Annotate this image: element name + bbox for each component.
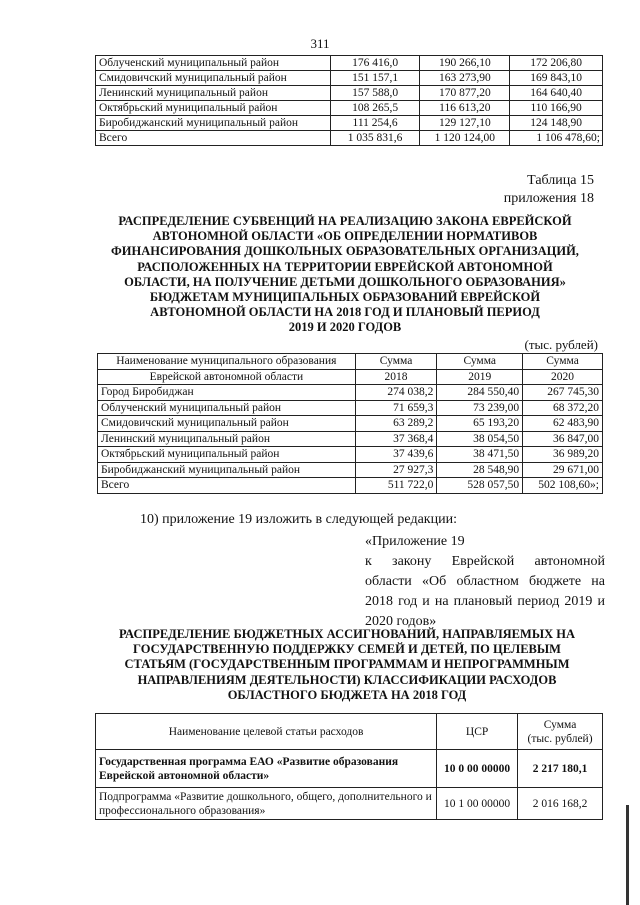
scan-edge-mark bbox=[626, 805, 629, 905]
title-line: ФИНАНСИРОВАНИЯ ДОШКОЛЬНЫХ ОБРАЗОВАТЕЛЬНЫХ ОРГАНИЗАЦИЙ, bbox=[111, 244, 579, 259]
cell-value: 1 035 831,6 bbox=[330, 131, 420, 146]
table-row bbox=[96, 750, 603, 788]
cell-name: Ленинский муниципальный район bbox=[96, 86, 331, 101]
table-row-total bbox=[96, 131, 603, 146]
cell-value: 73 239,00 bbox=[437, 400, 523, 416]
cell-value: 36 989,20 bbox=[523, 447, 603, 463]
paragraph-10: 10) приложение 19 изложить в следующей редакции: bbox=[140, 512, 457, 527]
table-row bbox=[98, 400, 603, 416]
cell-value: 63 289,2 bbox=[355, 416, 437, 432]
title-line: РАСПОЛОЖЕННЫХ НА ТЕРРИТОРИИ ЕВРЕЙСКОЙ АВТОНОМНОЙ bbox=[137, 259, 553, 274]
table-row-total bbox=[98, 478, 603, 494]
table-row bbox=[98, 447, 603, 463]
cell-name: Октябрьский муниципальный район bbox=[96, 101, 331, 116]
section-title-19 bbox=[92, 627, 602, 703]
cell-value: 29 671,00 bbox=[523, 462, 603, 478]
table-row bbox=[96, 71, 603, 86]
table-row bbox=[98, 431, 603, 447]
cell-value: 28 548,90 bbox=[437, 462, 523, 478]
cell-value: 1 106 478,60; bbox=[510, 131, 603, 146]
table-allocations bbox=[95, 713, 603, 820]
cell-value: 116 613,20 bbox=[420, 101, 510, 116]
title-line: ОБЛАСТНОГО БЮДЖЕТА НА 2018 ГОД bbox=[227, 687, 467, 702]
title-line: АВТОНОМНОЙ ОБЛАСТИ «ОБ ОПРЕДЕЛЕНИИ НОРМАТИВОВ bbox=[152, 229, 538, 244]
cell-value: 170 877,20 bbox=[420, 86, 510, 101]
appendix-line: «Приложение 19 bbox=[365, 534, 465, 549]
cell-value: 163 273,90 bbox=[420, 71, 510, 86]
table-row bbox=[98, 385, 603, 401]
cell-value: 124 148,90 bbox=[510, 116, 603, 131]
cell-name: Облученский муниципальный район bbox=[98, 400, 356, 416]
cell-value: 267 745,30 bbox=[523, 385, 603, 401]
cell-value: 274 038,2 bbox=[355, 385, 437, 401]
cell-value: 176 416,0 bbox=[330, 56, 420, 71]
header-sum-line: (тыс. рублей) bbox=[527, 732, 593, 745]
header-sum bbox=[518, 714, 603, 750]
table-row bbox=[96, 788, 603, 820]
header-name: Наименование целевой статьи расходов bbox=[96, 714, 437, 750]
section-title bbox=[95, 214, 595, 336]
cell-value: 37 368,4 bbox=[355, 431, 437, 447]
cell-name: Биробиджанский муниципальный район bbox=[98, 462, 356, 478]
cell-value: 157 588,0 bbox=[330, 86, 420, 101]
cell-value: 71 659,3 bbox=[355, 400, 437, 416]
table-row bbox=[96, 56, 603, 71]
cell-value: 27 927,3 bbox=[355, 462, 437, 478]
cell-value: 190 266,10 bbox=[420, 56, 510, 71]
table-row bbox=[96, 116, 603, 131]
cell-name: Биробиджанский муниципальный район bbox=[96, 116, 331, 131]
cell-csr: 10 1 00 00000 bbox=[437, 788, 518, 820]
cell-value: 151 157,1 bbox=[330, 71, 420, 86]
title-line: НАПРАВЛЕНИЯМ ДЕЯТЕЛЬНОСТИ) КЛАССИФИКАЦИИ РАСХОДОВ bbox=[137, 672, 557, 687]
cell-value: 511 722,0 bbox=[355, 478, 437, 494]
cell-name: Подпрограмма «Развитие дошкольного, общего, дополнительного и профессионального образования» bbox=[96, 788, 437, 820]
header-year: 2020 bbox=[523, 369, 603, 385]
cell-name: Город Биробиджан bbox=[98, 385, 356, 401]
cell-value: 68 372,20 bbox=[523, 400, 603, 416]
header-year: 2019 bbox=[437, 369, 523, 385]
cell-sum: 2 016 168,2 bbox=[518, 788, 603, 820]
header-sum: Сумма bbox=[523, 354, 603, 370]
table-row bbox=[98, 462, 603, 478]
cell-value: 65 193,20 bbox=[437, 416, 523, 432]
table-row bbox=[98, 416, 603, 432]
cell-value: 108 265,5 bbox=[330, 101, 420, 116]
title-line: СТАТЬЯМ (ГОСУДАРСТВЕННЫМ ПРОГРАММАМ И НЕПРОГРАММНЫМ bbox=[124, 657, 570, 672]
cell-name: Всего bbox=[96, 131, 331, 146]
cell-value: 38 471,50 bbox=[437, 447, 523, 463]
cell-value: 38 054,50 bbox=[437, 431, 523, 447]
cell-value: 111 254,6 bbox=[330, 116, 420, 131]
table-row bbox=[96, 101, 603, 116]
title-line: БЮДЖЕТАМ МУНИЦИПАЛЬНЫХ ОБРАЗОВАНИЙ ЕВРЕЙСКОЙ bbox=[149, 290, 541, 305]
cell-name: Смидовичский муниципальный район bbox=[96, 71, 331, 86]
cell-csr: 10 0 00 00000 bbox=[437, 750, 518, 788]
header-name: Наименование муниципального образования bbox=[98, 354, 356, 370]
cell-value: 502 108,60»; bbox=[523, 478, 603, 494]
caption-line: приложения 18 bbox=[503, 191, 594, 206]
appendix-header bbox=[365, 532, 605, 632]
appendix-text: к закону Еврейской автономной области «Об областном бюджете на 2018 год и на плановый период 2019 и 2020 годов» bbox=[365, 554, 605, 629]
table-subventions bbox=[97, 353, 603, 494]
title-line: АВТОНОМНОЙ ОБЛАСТИ НА 2018 ГОД И ПЛАНОВЫЙ ПЕРИОД bbox=[150, 305, 540, 320]
cell-value: 164 640,40 bbox=[510, 86, 603, 101]
cell-value: 129 127,10 bbox=[420, 116, 510, 131]
caption-line: Таблица 15 bbox=[527, 173, 594, 188]
header-sum-line: Сумма bbox=[543, 718, 577, 731]
cell-value: 36 847,00 bbox=[523, 431, 603, 447]
table-header-row bbox=[96, 714, 603, 750]
header-name: Еврейской автономной области bbox=[98, 369, 356, 385]
cell-value: 169 843,10 bbox=[510, 71, 603, 86]
title-line: ОБЛАСТИ, НА ПОЛУЧЕНИЕ ДЕТЬМИ ДОШКОЛЬНОГО ОБРАЗОВАНИЯ» bbox=[124, 274, 566, 289]
table-header-row bbox=[98, 354, 603, 370]
cell-value: 37 439,6 bbox=[355, 447, 437, 463]
unit-label: (тыс. рублей) bbox=[524, 337, 598, 352]
cell-value: 284 550,40 bbox=[437, 385, 523, 401]
table-row bbox=[96, 86, 603, 101]
cell-name: Государственная программа ЕАО «Развитие образования Еврейской автономной области» bbox=[96, 750, 437, 788]
cell-name: Облученский муниципальный район bbox=[96, 56, 331, 71]
title-line: 2019 И 2020 ГОДОВ bbox=[288, 320, 402, 335]
cell-name: Смидовичский муниципальный район bbox=[98, 416, 356, 432]
cell-name: Ленинский муниципальный район bbox=[98, 431, 356, 447]
header-sum: Сумма bbox=[437, 354, 523, 370]
title-line: ГОСУДАРСТВЕННУЮ ПОДДЕРЖКУ СЕМЕЙ И ДЕТЕЙ, ПО ЦЕЛЕВЫМ bbox=[133, 642, 561, 657]
cell-value: 110 166,90 bbox=[510, 101, 603, 116]
cell-name: Октябрьский муниципальный район bbox=[98, 447, 356, 463]
table-header-row bbox=[98, 369, 603, 385]
header-sum: Сумма bbox=[355, 354, 437, 370]
cell-name: Всего bbox=[98, 478, 356, 494]
header-csr: ЦСР bbox=[437, 714, 518, 750]
table-caption bbox=[504, 172, 594, 208]
cell-value: 62 483,90 bbox=[523, 416, 603, 432]
header-year: 2018 bbox=[355, 369, 437, 385]
table-continuation bbox=[95, 55, 603, 146]
cell-value: 172 206,80 bbox=[510, 56, 603, 71]
title-line: РАСПРЕДЕЛЕНИЕ БЮДЖЕТНЫХ АССИГНОВАНИЙ, НАПРАВЛЯЕМЫХ НА bbox=[119, 627, 575, 641]
cell-sum: 2 217 180,1 bbox=[518, 750, 603, 788]
cell-value: 528 057,50 bbox=[437, 478, 523, 494]
title-line: РАСПРЕДЕЛЕНИЕ СУБВЕНЦИЙ НА РЕАЛИЗАЦИЮ ЗАКОНА ЕВРЕЙСКОЙ bbox=[118, 214, 572, 228]
page-number: 311 bbox=[310, 36, 330, 51]
cell-value: 1 120 124,00 bbox=[420, 131, 510, 146]
